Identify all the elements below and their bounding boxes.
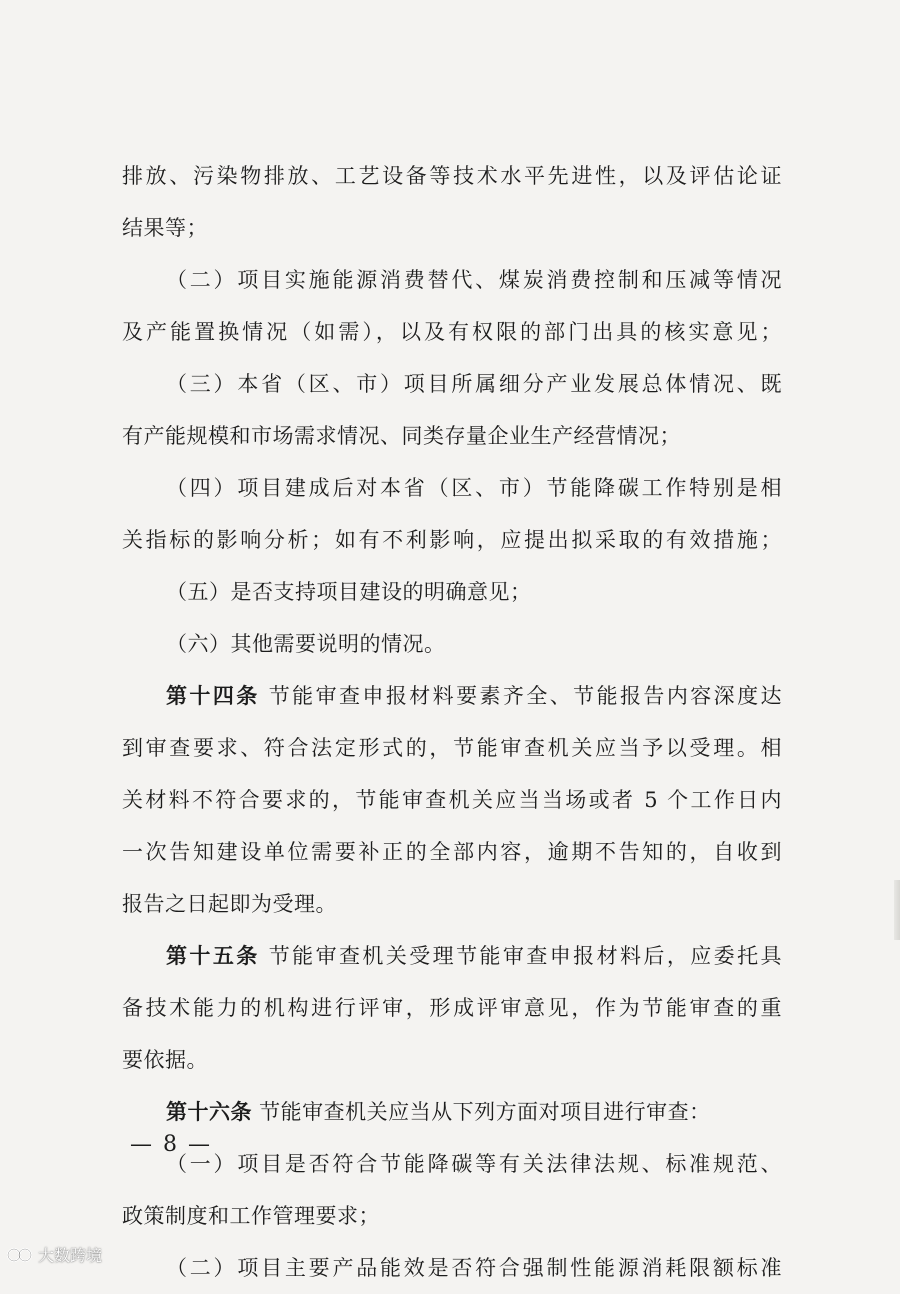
text-line: 要依据。 [122,1048,208,1072]
text-line: （六）其他需要说明的情况。 [166,632,446,656]
article-line [122,930,782,982]
article-text: 节能审查申报材料要素齐全、节能报告内容深度达 [259,684,782,708]
page-edge-shadow [894,880,900,940]
text-line: （二）项目实施能源消费替代、煤炭消费控制和压减等情况 [166,268,782,292]
article-text: 节能审查机关受理节能审查申报材料后，应委托具 [259,944,782,968]
text-line: （四）项目建成后对本省（区、市）节能降碳工作特别是相 [166,476,782,500]
article-line [122,1086,782,1138]
text-line: 排放、污染物排放、工艺设备等技术水平先进性，以及评估论证 [122,164,782,188]
text-line: 备技术能力的机构进行评审，形成评审意见，作为节能审查的重 [122,996,782,1020]
page-number: — 8 — [130,1132,212,1157]
text-line: 关指标的影响分析；如有不利影响，应提出拟采取的有效措施； [122,528,782,552]
article-heading: 第十六条 [166,1099,252,1124]
text-line: 有产能规模和市场需求情况、同类存量企业生产经营情况； [122,424,681,448]
article-heading: 第十五条 [166,943,260,968]
text-line: 关材料不符合要求的，节能审查机关应当当场或者 5 个工作日内 [122,788,782,812]
text-line: 及产能置换情况（如需），以及有权限的部门出具的核实意见； [122,320,782,344]
watermark-logo-icon [6,1246,34,1264]
document-body [122,150,782,1294]
text-line: 结果等； [122,216,208,240]
watermark-text: 大数跨境 [38,1246,103,1265]
article-line [122,670,782,722]
text-line: 到审查要求、符合法定形式的，节能审查机关应当予以受理。相 [122,736,782,760]
article-text: 节能审查机关应当从下列方面对项目进行审查： [252,1100,711,1124]
text-line: （一）项目是否符合节能降碳等有关法律法规、标准规范、 [166,1152,782,1176]
text-line: 政策制度和工作管理要求； [122,1204,380,1228]
text-line: 一次告知建设单位需要补正的全部内容，逾期不告知的，自收到 [122,840,782,864]
text-line: （五）是否支持项目建设的明确意见； [166,580,532,604]
text-line: （三）本省（区、市）项目所属细分产业发展总体情况、既 [166,372,782,396]
article-heading: 第十四条 [166,683,260,708]
watermark [6,1243,102,1266]
text-line: （二）项目主要产品能效是否符合强制性能源消耗限额标准 [166,1256,782,1280]
text-line: 报告之日起即为受理。 [122,892,337,916]
